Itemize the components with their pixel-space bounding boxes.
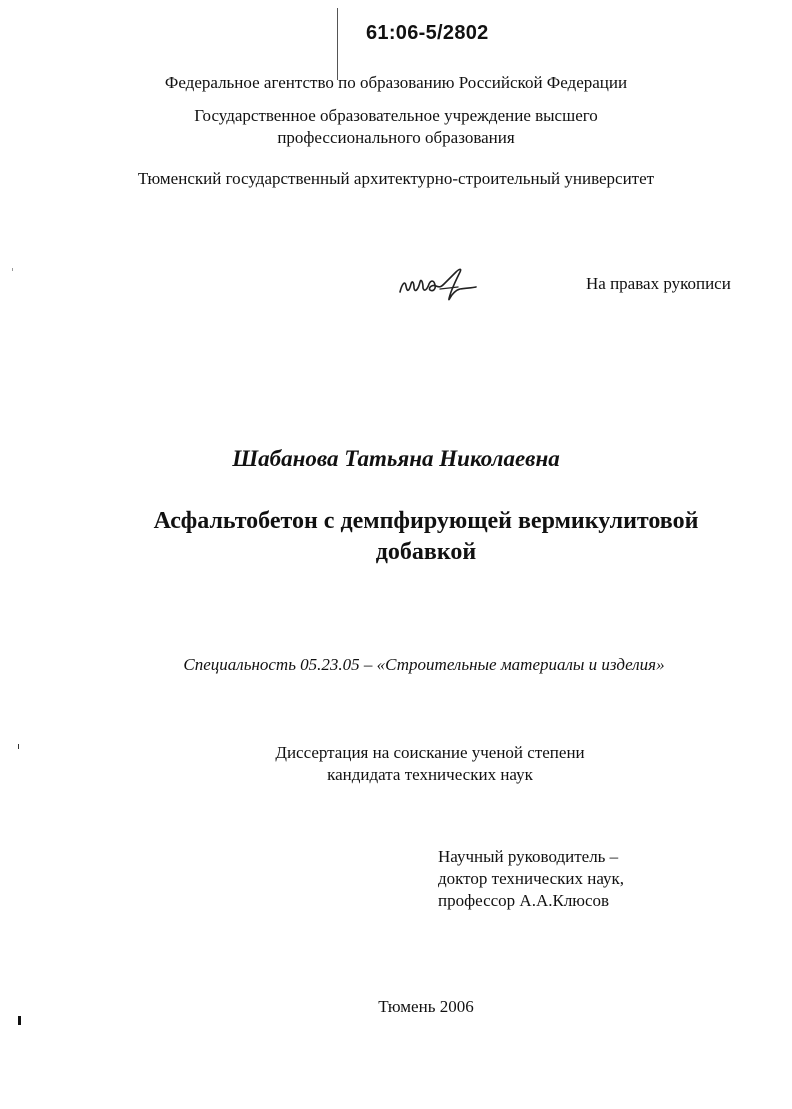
advisor-line-3: профессор А.А.Клюсов bbox=[438, 891, 610, 910]
advisor-line-2: доктор технических наук, bbox=[438, 869, 625, 888]
specialty: Специальность 05.23.05 – «Строительные материалы и изделия» bbox=[183, 655, 665, 674]
agency-name: Федеральное агентство по образованию Российской Федерации bbox=[164, 73, 628, 92]
rights-note: На правах рукописи bbox=[586, 274, 731, 293]
dissertation-line-2: кандидата технических наук bbox=[327, 765, 533, 784]
scan-artifact-line bbox=[337, 8, 338, 80]
city-year: Тюмень 2006 bbox=[378, 997, 474, 1016]
advisor-line-1: Научный руководитель – bbox=[438, 847, 619, 866]
title-line-2: добавкой bbox=[375, 539, 477, 565]
signature-icon bbox=[396, 262, 480, 304]
institution-line-1: Государственное образовательное учреждение высшего bbox=[194, 106, 598, 125]
title-line-1: Асфальтобетон с демпфирующей вермикулитовой bbox=[153, 508, 699, 534]
advisor-block bbox=[438, 846, 624, 912]
institution-line-2: профессионального образования bbox=[277, 128, 515, 147]
dissertation-line-1: Диссертация на соискание ученой степени bbox=[275, 743, 585, 762]
scan-speck bbox=[12, 268, 13, 271]
scan-speck bbox=[18, 744, 19, 749]
scan-speck bbox=[18, 1016, 21, 1025]
archive-code: 61:06-5/2802 bbox=[366, 22, 489, 44]
author-name: Шабанова Татьяна Николаевна bbox=[232, 446, 560, 471]
university-name: Тюменский государственный архитектурно-строительный университет bbox=[137, 169, 655, 188]
